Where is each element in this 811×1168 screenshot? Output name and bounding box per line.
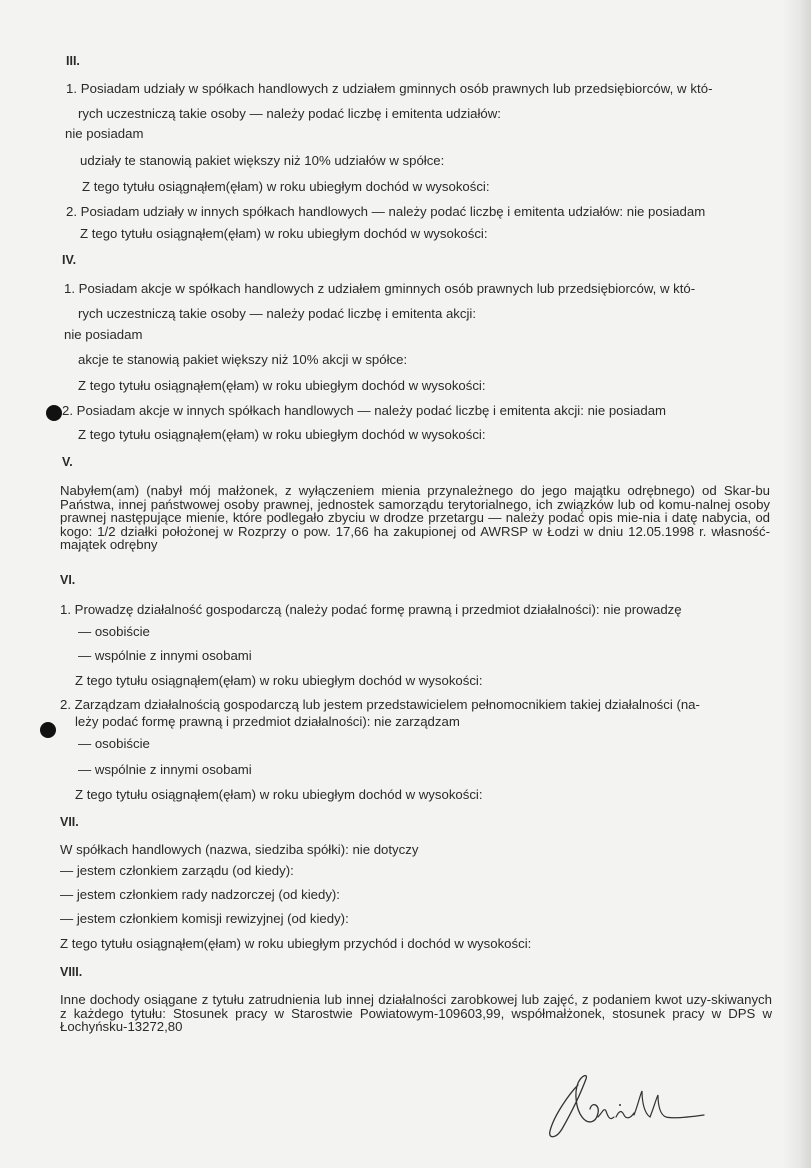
section-vi-item2-line2: leży podać formę prawną i przedmiot działalności): nie zarządzam xyxy=(75,714,460,729)
section-iv-stake: akcje te stanowią pakiet większy niż 10% akcji w spółce: xyxy=(78,352,408,367)
section-iv-income2: Z tego tytułu osiągnąłem(ęłam) w roku ubiegłym dochód w wysokości: xyxy=(78,427,486,442)
punch-hole xyxy=(46,405,62,421)
section-vi-item1: 1. Prowadzę działalność gospodarczą (należy podać formę prawną i przedmiot działalności): nie prowadzę xyxy=(60,602,682,617)
section-vi-item2-line1: 2. Zarządzam działalnością gospodarczą lub jestem przedstawicielem pełnomocnikiem takiej działalności (na- xyxy=(60,697,700,712)
section-vi-jointly1: — wspólnie z innymi osobami xyxy=(78,648,252,663)
section-iv-heading: IV. xyxy=(62,253,77,267)
section-iii-item1-line1: 1. Posiadam udziały w spółkach handlowych z udziałem gminnych osób prawnych lub przedsiębiorców, w któ- xyxy=(66,81,713,96)
section-iii-heading: III. xyxy=(66,54,80,68)
section-vii-audit: — jestem członkiem komisji rewizyjnej (od kiedy): xyxy=(60,911,349,926)
section-viii-heading: VIII. xyxy=(60,965,83,979)
section-iv-answer: nie posiadam xyxy=(64,327,143,342)
section-vii-heading: VII. xyxy=(60,815,79,829)
section-iv-income1: Z tego tytułu osiągnąłem(ęłam) w roku ubiegłym dochód w wysokości: xyxy=(78,378,486,393)
section-vii-income: Z tego tytułu osiągnąłem(ęłam) w roku ubiegłym przychód i dochód w wysokości: xyxy=(60,936,532,951)
section-viii-text: Inne dochody osiągane z tytułu zatrudnienia lub innej działalności zarobkowej lub zajęć, z podaniem kwot uzy-skiwanych z każdego tytułu: Stosunek pracy w Starostwie Powiatowym-109603,99, współmałżonek, stosunek pracy w DPS w Łochyńsku-13272,80 xyxy=(60,992,772,1035)
section-v-text: Nabyłem(am) (nabył mój małżonek, z wyłączeniem mienia przynależnego do jego majątku odrębnego) od Skar-bu Państwa, innej państwowej osoby prawnej, jednostek samorządu terytorialnego, ich związków lub od komu-nalnej osoby prawnej następujące mienie, które podlegało zbyciu w drodze przetargu — należy podać opis mie-nia i datę nabycia, od kogo: 1/2 działki położonej w Rozprzy o pow. 17,66 ha zakupionej od AWRSP w Łodzi w dniu 12.05.1998 r. własność-majątek odrębny xyxy=(60,483,770,553)
section-vi-personally1: — osobiście xyxy=(78,624,150,639)
section-iii-answer: nie posiadam xyxy=(65,126,144,141)
section-vii-intro: W spółkach handlowych (nazwa, siedziba spółki): nie dotyczy xyxy=(60,842,419,857)
section-iii-income1: Z tego tytułu osiągnąłem(ęłam) w roku ubiegłym dochód w wysokości: xyxy=(82,179,490,194)
section-vi-heading: VI. xyxy=(60,573,76,587)
handwritten-signature xyxy=(540,1065,720,1145)
section-iv-item1-line1: 1. Posiadam akcje w spółkach handlowych z udziałem gminnych osób prawnych lub przedsiębiorców, w któ- xyxy=(64,281,696,296)
section-iv-item2: 2. Posiadam akcje w innych spółkach handlowych — należy podać liczbę i emitenta akcji: nie posiadam xyxy=(62,403,667,418)
section-vii-board: — jestem członkiem zarządu (od kiedy): xyxy=(60,863,294,878)
section-v-heading: V. xyxy=(62,455,73,469)
section-vi-jointly2: — wspólnie z innymi osobami xyxy=(78,762,252,777)
section-vi-personally2: — osobiście xyxy=(78,736,150,751)
punch-hole xyxy=(40,722,56,738)
section-iv-item1-line2: rych uczestniczą takie osoby — należy podać liczbę i emitenta akcji: xyxy=(78,306,477,321)
section-vi-income2: Z tego tytułu osiągnąłem(ęłam) w roku ubiegłym dochód w wysokości: xyxy=(75,787,483,802)
section-vi-income1: Z tego tytułu osiągnąłem(ęłam) w roku ubiegłym dochód w wysokości: xyxy=(75,673,483,688)
section-vii-supervisory: — jestem członkiem rady nadzorczej (od kiedy): xyxy=(60,887,340,902)
section-iii-stake: udziały te stanowią pakiet większy niż 10% udziałów w spółce: xyxy=(80,153,445,168)
scan-edge-shadow xyxy=(783,0,811,1168)
section-iii-item2: 2. Posiadam udziały w innych spółkach handlowych — należy podać liczbę i emitenta udziałów: nie posiadam xyxy=(66,204,706,219)
section-iii-income2: Z tego tytułu osiągnąłem(ęłam) w roku ubiegłym dochód w wysokości: xyxy=(80,226,488,241)
section-iii-item1-line2: rych uczestniczą takie osoby — należy podać liczbę i emitenta udziałów: xyxy=(78,106,501,121)
